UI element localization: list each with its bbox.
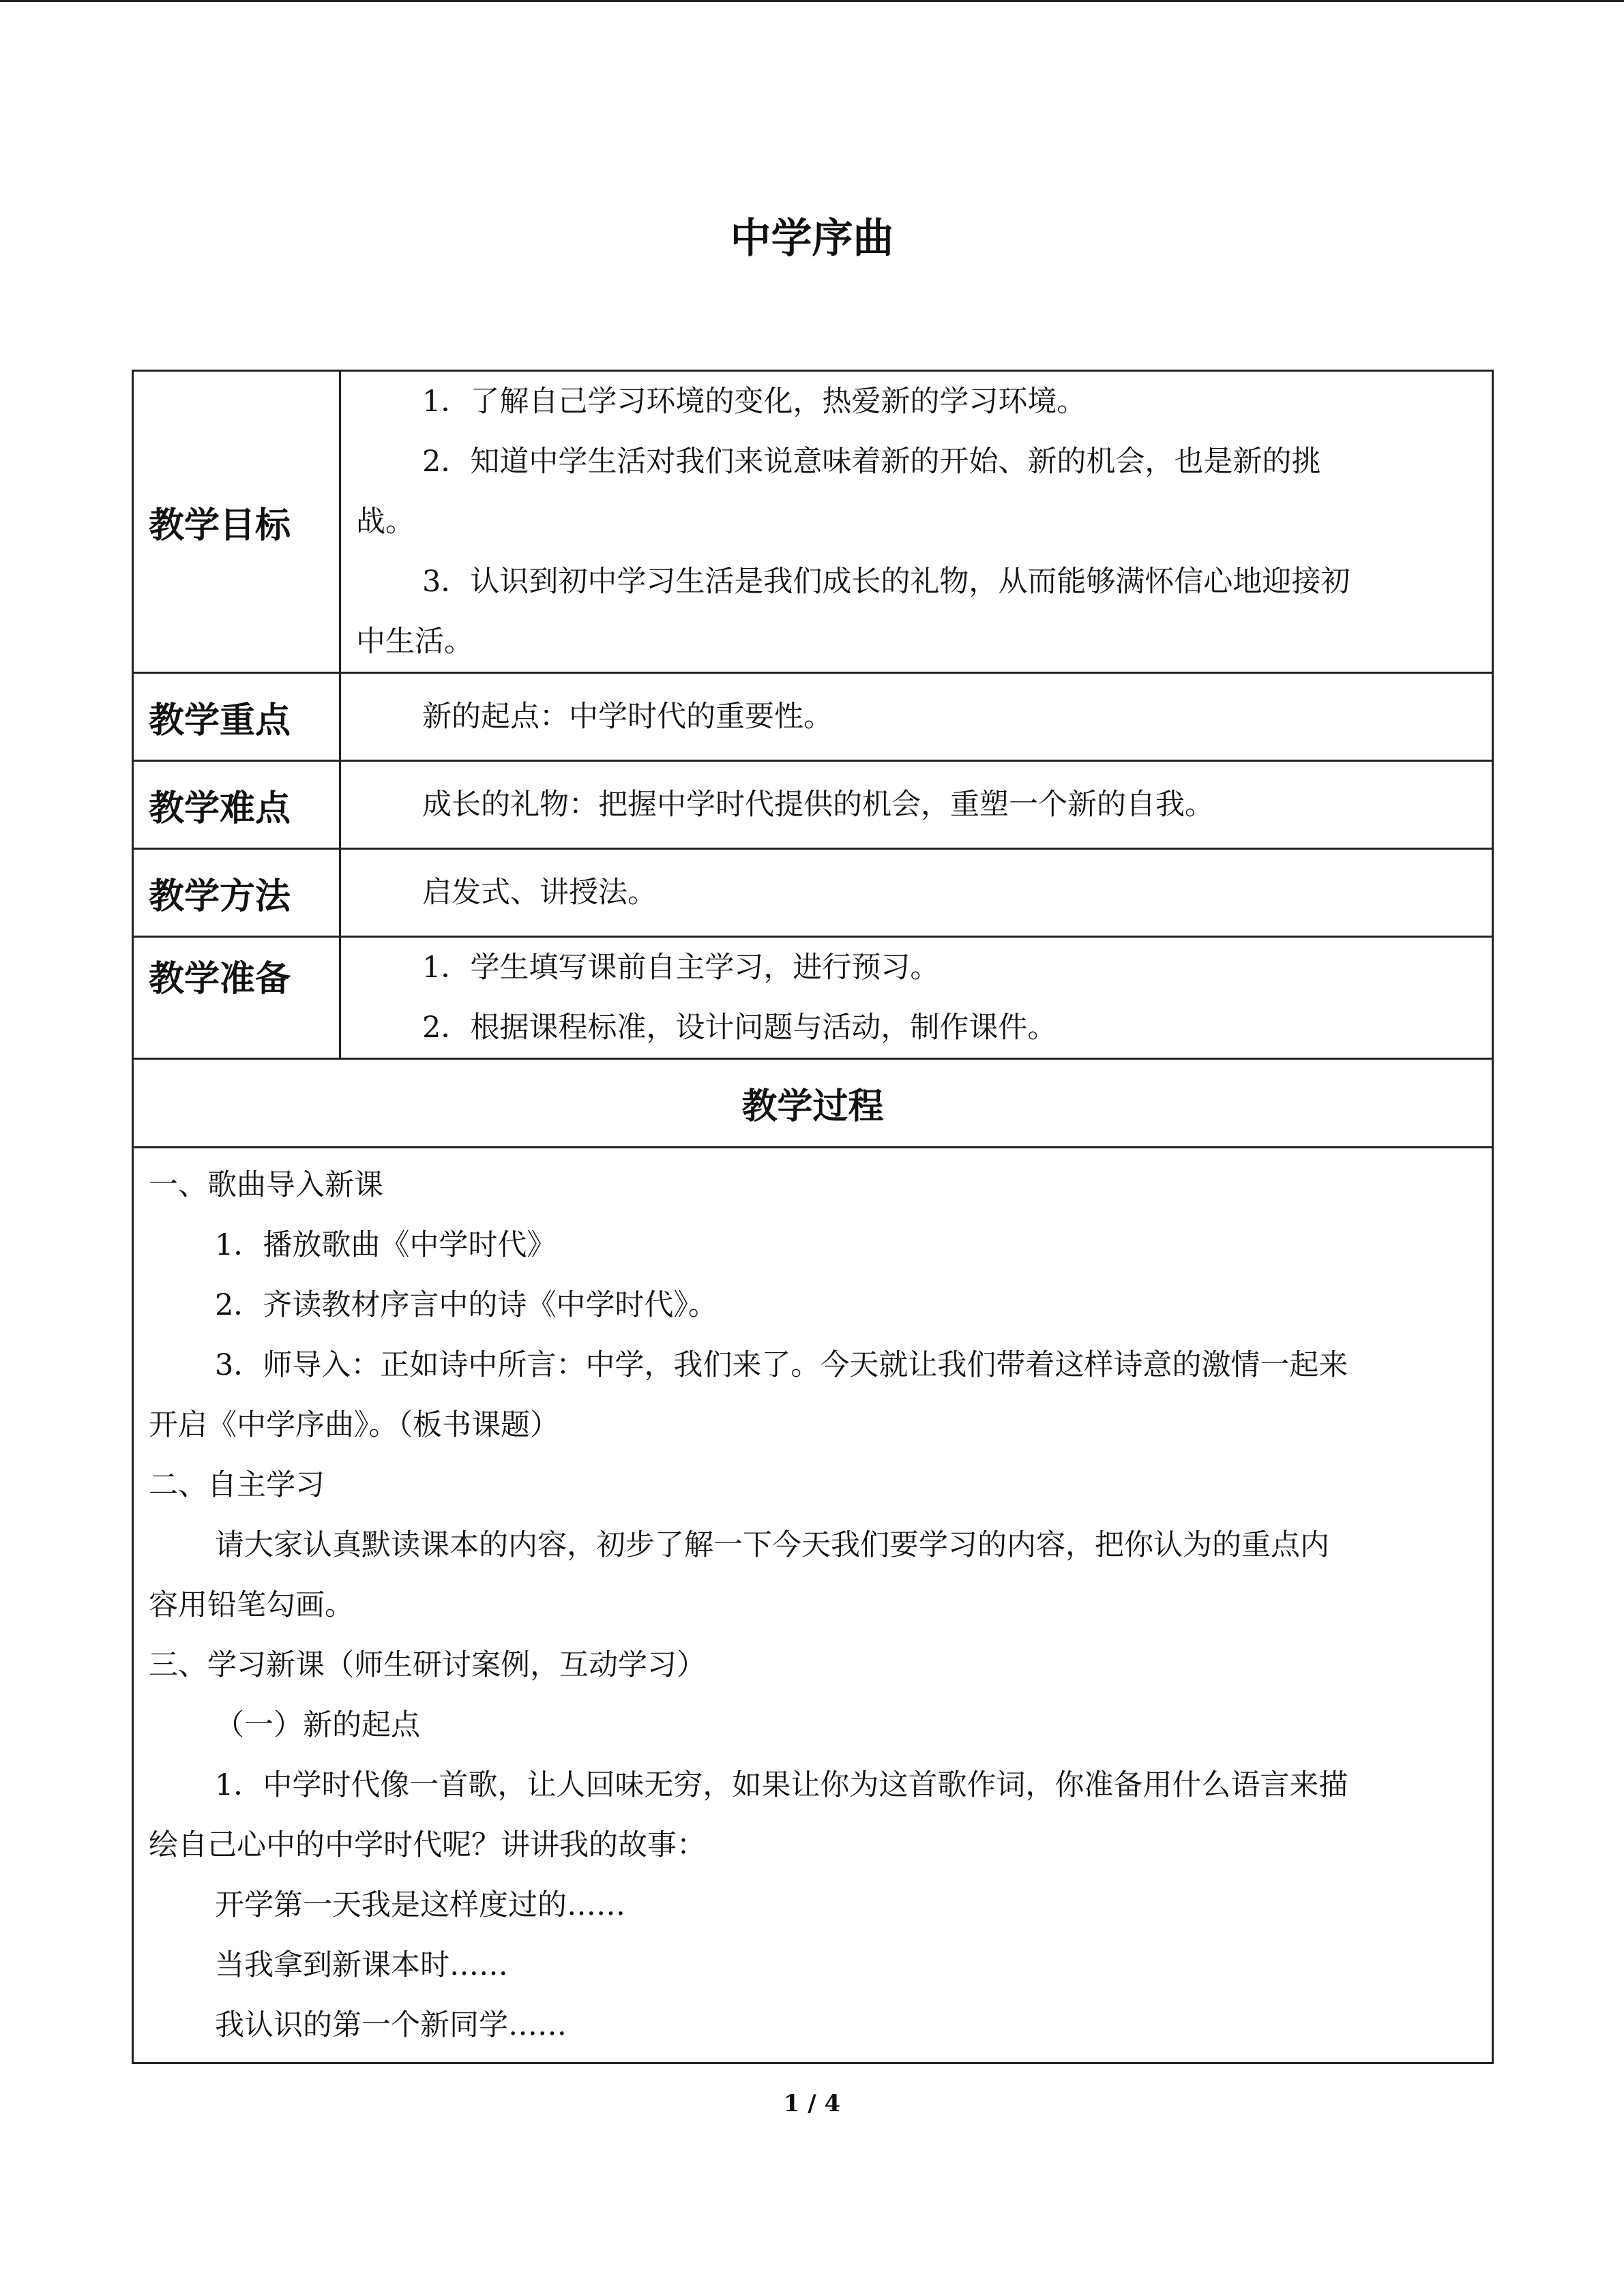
objective-item: 1．了解自己学习环境的变化，热爱新的学习环境。 [422, 385, 1087, 419]
difficulties-content [340, 761, 1493, 849]
process-line: 请大家认真默读课本的内容，初步了解一下今天我们要学习的内容，把你认为的重点内 [215, 1528, 1329, 1562]
preparation-label: 教学准备 [133, 937, 340, 1059]
preparation-content [340, 937, 1493, 1059]
objectives-label: 教学目标 [133, 371, 340, 673]
difficulties-label: 教学难点 [133, 761, 340, 849]
methods-row [133, 849, 1493, 937]
preparation-item: 1．学生填写课前自主学习，进行预习。 [422, 951, 940, 985]
key-points-content [340, 673, 1493, 761]
difficulties-text: 成长的礼物：把握中学时代提供的机会，重塑一个新的自我。 [422, 788, 1214, 822]
lesson-plan-table [132, 370, 1494, 2064]
process-line: 我认识的第一个新同学…… [215, 2008, 567, 2042]
page-number: 1 / 4 [783, 2090, 841, 2117]
objectives-content [340, 371, 1493, 673]
process-heading: 教学过程 [133, 1059, 1493, 1148]
process-line: 容用铅笔勾画。 [149, 1588, 354, 1622]
objective-item: 3．认识到初中学习生活是我们成长的礼物，从而能够满怀信心地迎接初 [422, 565, 1350, 599]
process-line: 1．播放歌曲《中学时代》 [215, 1228, 557, 1262]
document-title: 中学序曲 [730, 215, 894, 263]
process-line: 开启《中学序曲》。（板书课题） [149, 1408, 559, 1442]
objective-item: 2．知道中学生活对我们来说意味着新的开始、新的机会，也是新的挑 [422, 445, 1321, 479]
preparation-row [133, 937, 1493, 1059]
process-line: 1．中学时代像一首歌，让人回味无穷，如果让你为这首歌作词，你准备用什么语言来描 [215, 1768, 1348, 1802]
process-content [133, 1148, 1493, 2063]
page-top-border [0, 0, 1624, 2]
process-line: 3．师导入：正如诗中所言：中学，我们来了。今天就让我们带着这样诗意的激情一起来 [215, 1348, 1348, 1382]
difficulties-row [133, 761, 1493, 849]
preparation-item: 2．根据课程标准，设计问题与活动，制作课件。 [422, 1011, 1057, 1045]
process-line: （一）新的起点 [215, 1708, 420, 1742]
key-points-text: 新的起点：中学时代的重要性。 [422, 700, 833, 734]
process-line: 一、歌曲导入新课 [149, 1168, 383, 1202]
key-points-row [133, 673, 1493, 761]
methods-text: 启发式、讲授法。 [422, 876, 657, 910]
objective-item-continued: 中生活。 [356, 625, 473, 659]
process-line: 开学第一天我是这样度过的…… [215, 1888, 625, 1922]
process-line: 绘自己心中的中学时代呢？讲讲我的故事： [149, 1828, 706, 1862]
methods-label: 教学方法 [133, 849, 340, 937]
process-line: 三、学习新课（师生研讨案例，互动学习） [149, 1648, 706, 1682]
process-row [133, 1148, 1493, 2063]
process-line: 二、自主学习 [149, 1468, 325, 1502]
process-heading-row [133, 1059, 1493, 1148]
key-points-label: 教学重点 [133, 673, 340, 761]
process-line: 2．齐读教材序言中的诗《中学时代》。 [215, 1288, 718, 1322]
objectives-row [133, 371, 1493, 673]
methods-content [340, 849, 1493, 937]
process-line: 当我拿到新课本时…… [215, 1948, 508, 1982]
objective-item-continued: 战。 [356, 505, 415, 539]
